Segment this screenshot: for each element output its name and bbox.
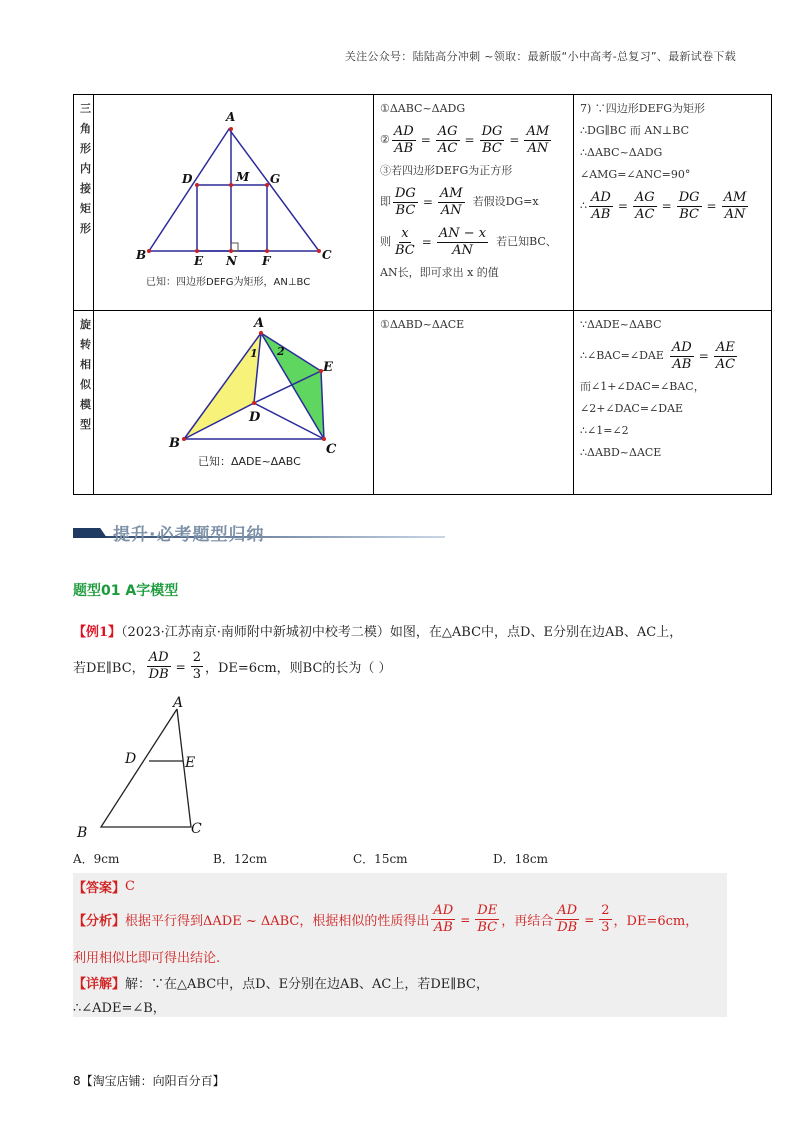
a-model-figure	[73, 695, 233, 843]
r1c4-line4: ∠AMG=∠ANC=90°	[580, 168, 691, 181]
label-angle2: 2	[277, 345, 285, 358]
label-B: B	[136, 248, 147, 262]
label-F: F	[262, 254, 271, 268]
row2-conclusions	[374, 311, 574, 495]
example-stem1: 如图，在△ABC中，点D、E分别在边AB、AC上，	[389, 625, 683, 640]
section-banner	[73, 520, 445, 548]
banner-wedge	[73, 528, 107, 538]
answer-line: 【答案】 C	[73, 879, 135, 896]
page-header: 关注公众号：陆陆高分冲刺 ~领取：最新版“小中高考-总复习”、最新试卷下载	[344, 50, 736, 63]
r1c3-line1: ①ΔABC~ΔADG	[380, 102, 466, 115]
choice-c: C．15cm	[353, 852, 408, 866]
fig-label-B: B	[77, 825, 88, 841]
row2-caption: 已知：ΔADE~ΔABC	[198, 455, 301, 468]
answer-choices	[73, 850, 633, 867]
detail-line2: ∴∠ADE=∠B，	[73, 1001, 166, 1016]
rotation-similarity-figure	[94, 311, 374, 491]
label-M: M	[236, 170, 250, 184]
label-E: E	[194, 254, 204, 268]
row2-figure-cell	[94, 311, 374, 495]
r1c3-line2: ② $\frac{AD}{AB}$ = $\frac{AG}{AC}$ = $\frac{DG}{BC}$ = $\frac{AM}{AN}$	[380, 123, 550, 156]
answer-box	[73, 873, 727, 1017]
label-D: D	[182, 172, 193, 186]
r2c4-line2: ∴∠BAC=∠DAE $\frac{AD}{AB}$ = $\frac{AE}{AC}$	[580, 339, 736, 372]
label-B2: B	[169, 436, 180, 451]
inscribed-rectangle-figure	[94, 95, 374, 295]
analysis-line: 【分析】 根据平行得到ΔADE ~ ΔABC，根据相似的性质得出 $\frac{AD}{AB}$ = $\frac{DE}{BC}$ ，再结合 $\frac{AD}{DB}$ = $\frac{2}{3}$ ，DE=6cm，	[73, 903, 699, 935]
label-A: A	[226, 110, 236, 124]
fig-label-A: A	[173, 695, 184, 711]
example-stem-line2: 若DE∥BC， $\frac{AD}{DB}$ = $\frac{2}{3}$ ，DE=6cm，则BC的长为（ ）	[73, 650, 392, 682]
section-title: 提升·必考题型归纳	[113, 525, 265, 545]
label-angle1: 1	[250, 347, 258, 360]
r2c4-line6: ∴ΔABD~ΔACE	[580, 446, 662, 459]
fig-label-E: E	[185, 755, 196, 771]
r2c3-line1: ①ΔABD~ΔACE	[380, 318, 465, 331]
choice-a: A．9cm	[73, 852, 120, 866]
row1-proof	[574, 95, 772, 311]
example-source: （2023·江苏南京·南师附中新城初中校考二模）	[121, 625, 390, 640]
example-stem-line1	[73, 622, 733, 644]
label-C2: C	[326, 442, 337, 457]
choice-d: D．18cm	[493, 852, 548, 866]
row1-name: 三角形内接矩形	[74, 95, 94, 311]
r1c4-line2: ∴DG∥BC 而 AN⊥BC	[580, 124, 690, 137]
label-A2: A	[254, 316, 265, 331]
row2-name: 旋转相似模型	[74, 311, 94, 495]
label-C: C	[322, 248, 332, 262]
label-N: N	[226, 254, 237, 268]
question-type-title: 题型01 A字模型	[73, 583, 179, 599]
example-tag: 【例1】	[73, 625, 122, 640]
row1-conclusions	[374, 95, 574, 311]
r1c4-line5: ∴ $\frac{AD}{AB}$ = $\frac{AG}{AC}$ = $\frac{DG}{BC}$ = $\frac{AM}{AN}$	[580, 189, 747, 222]
model-table	[73, 94, 772, 495]
r1c4-line1: 7) ∵四边形DEFG为矩形	[580, 102, 706, 115]
page-footer: 8【淘宝店铺：向阳百分百】	[73, 1074, 225, 1088]
fig-label-D: D	[125, 751, 137, 767]
r1c3-line6: AN长，即可求出 x 的值	[380, 266, 499, 279]
r2c4-line3: 而∠1+∠DAC=∠BAC，	[580, 380, 705, 393]
label-E2: E	[323, 360, 333, 375]
fig-label-C: C	[191, 821, 202, 837]
analysis-line2: 利用相似比即可得出结论.	[73, 951, 221, 966]
detail-line1: 【详解】 解：∵在△ABC中，点D、E分别在边AB、AC上，若DE∥BC，	[73, 977, 489, 992]
r1c4-line3: ∴ΔABC~ΔADG	[580, 146, 663, 159]
label-G: G	[270, 172, 281, 186]
choice-b: B．12cm	[213, 852, 268, 866]
r2c4-line5: ∴∠1=∠2	[580, 424, 629, 437]
r1c3-line5: 则 $\frac{x}{BC}$ = $\frac{AN - x}{AN}$ 若已知BC、	[380, 225, 557, 258]
r2c4-line4: ∠2+∠DAC=∠DAE	[580, 402, 684, 415]
row2-proof	[574, 311, 772, 495]
row1-figure-cell	[94, 95, 374, 311]
r1c3-line4: 即 $\frac{DG}{BC}$ = $\frac{AM}{AN}$ 若假设DG=x	[380, 185, 539, 218]
r2c4-line1: ∵ΔADE~ΔABC	[580, 318, 662, 331]
r1c3-line3: ③若四边形DEFG为正方形	[380, 164, 513, 177]
row1-caption: 已知：四边形DEFG为矩形，AN⊥BC	[146, 277, 311, 288]
label-D2: D	[249, 410, 261, 425]
